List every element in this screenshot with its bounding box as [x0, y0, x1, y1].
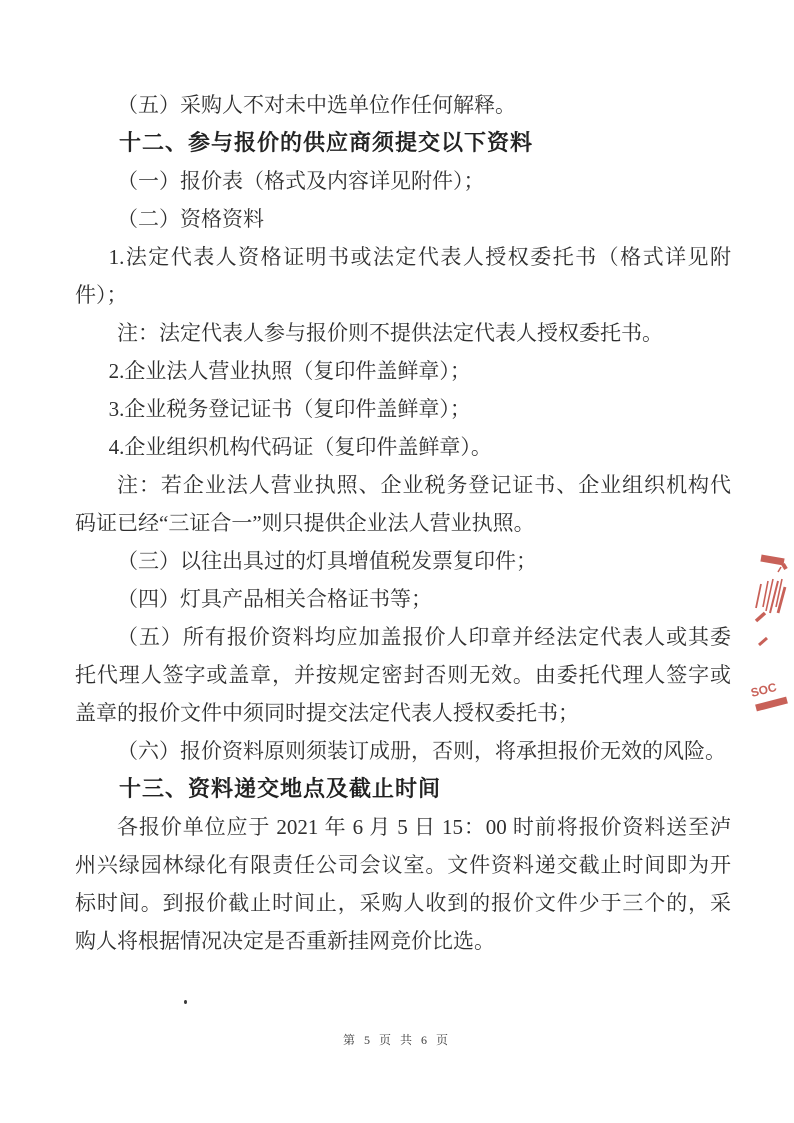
text-line: 2.企业法人营业执照（复印件盖鲜章）；	[108, 359, 471, 383]
text-line: 十二、参与报价的供应商须提交以下资料	[119, 130, 534, 155]
paragraph	[75, 808, 731, 960]
text-line: （五）采购人不对未中选单位作任何解释。	[117, 93, 516, 117]
text-line: 州兴绿园林绿化有限责任公司会议室。文件资料递交截止时间即为开	[75, 853, 731, 877]
text-line: 1.法定代表人资格证明书或法定代表人授权委托书（格式详见附	[108, 245, 731, 269]
paragraph	[75, 732, 731, 770]
text-line: 4.企业组织机构代码证（复印件盖鲜章）。	[108, 435, 492, 459]
text-line: （六）报价资料原则须装订成册，否则，将承担报价无效的风险。	[117, 739, 726, 763]
text-line: 十三、资料递交地点及截止时间	[119, 776, 442, 801]
red-stamp-fragment	[740, 545, 794, 720]
paragraph	[75, 618, 731, 732]
text-line: 码证已经“三证合一”则只提供企业法人营业执照。	[75, 511, 535, 535]
paragraph	[75, 86, 731, 124]
list-item	[75, 238, 731, 314]
text-line: （一）报价表（格式及内容详见附件）；	[117, 169, 485, 193]
text-line: （三）以往出具过的灯具增值税发票复印件；	[117, 549, 537, 573]
section-heading	[75, 770, 731, 808]
text-line: 托代理人签字或盖章，并按规定密封否则无效。由委托代理人签字或	[75, 663, 731, 687]
text-line: （四）灯具产品相关合格证书等；	[117, 587, 432, 611]
paragraph	[75, 162, 731, 200]
section-heading	[75, 124, 731, 162]
paragraph	[75, 580, 731, 618]
paragraph	[75, 314, 731, 352]
page-number: 第 5 页 共 6 页	[342, 1033, 451, 1047]
list-item	[75, 352, 731, 390]
text-line: （五）所有报价资料均应加盖报价人印章并经法定代表人或其委	[117, 625, 731, 649]
list-item	[75, 390, 731, 428]
paragraph	[75, 466, 731, 542]
text-line: （二）资格资料	[117, 207, 264, 231]
text-line: 购人将根据情况决定是否重新挂网竞价比选。	[75, 929, 495, 953]
text-line: 各报价单位应于 2021 年 6 月 5 日 15：00 时前将报价资料送至泸	[117, 815, 731, 839]
text-line: 注：若企业法人营业执照、企业税务登记证书、企业组织机构代	[117, 473, 731, 497]
text-line: 标时间。到报价截止时间止，采购人收到的报价文件少于三个的，采	[75, 891, 731, 915]
document-body	[75, 0, 731, 960]
text-line: 注：法定代表人参与报价则不提供法定代表人授权委托书。	[117, 321, 663, 345]
paragraph	[75, 542, 731, 580]
stamp-fragment-text: SOC	[749, 680, 778, 700]
paragraph	[75, 200, 731, 238]
scan-speck	[184, 1000, 187, 1004]
text-line: 盖章的报价文件中须同时提交法定代表人授权委托书；	[75, 701, 579, 725]
text-line: 3.企业税务登记证书（复印件盖鲜章）；	[108, 397, 471, 421]
text-line: 件）；	[75, 283, 128, 307]
list-item	[75, 428, 731, 466]
page-footer	[0, 1031, 794, 1048]
